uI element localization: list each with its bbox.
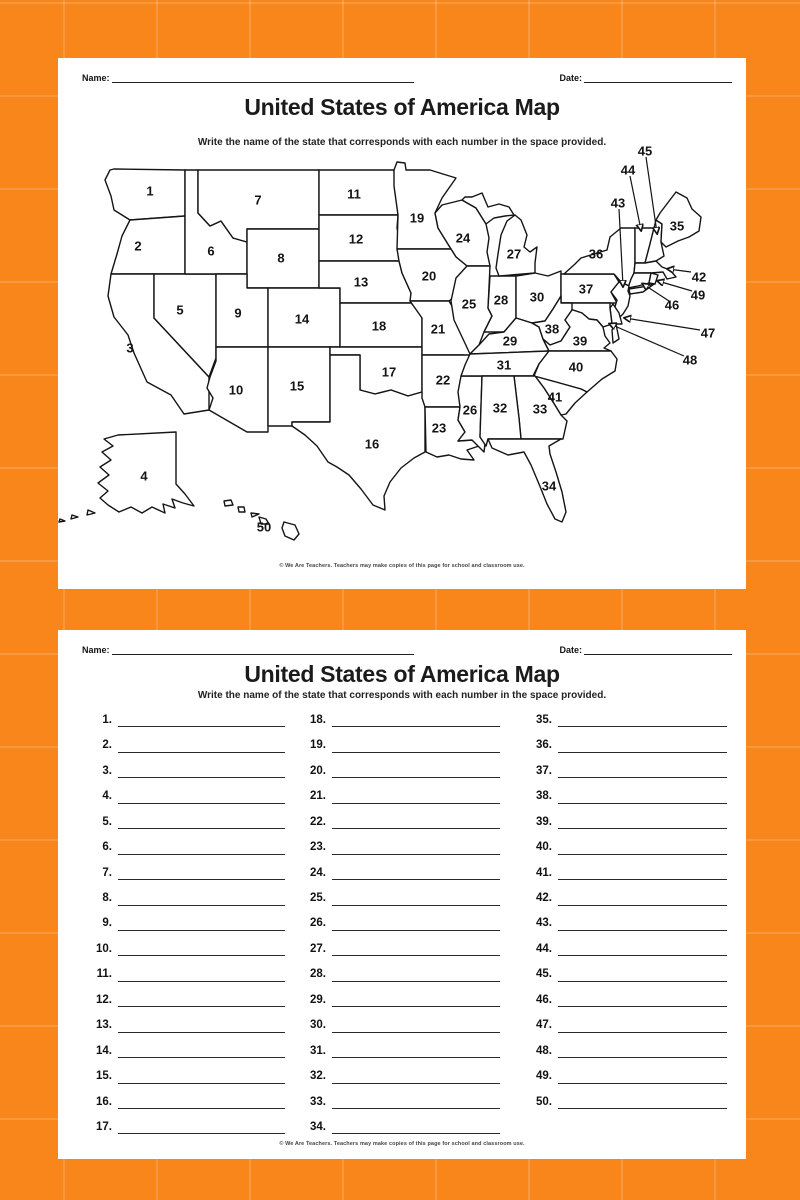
map-number-23: 23 — [431, 420, 447, 436]
answer-row-33 — [306, 1084, 500, 1109]
answer-row-28 — [306, 956, 500, 981]
answer-number-33: 33. — [310, 1095, 326, 1108]
map-number-39: 39 — [572, 333, 588, 349]
hi-island-kauai — [224, 500, 233, 506]
answer-blank-line-1 — [118, 714, 285, 727]
answer-row-25 — [306, 880, 500, 905]
map-number-17: 17 — [381, 364, 397, 380]
answer-blank-line-31 — [332, 1045, 500, 1058]
answer-row-37 — [532, 753, 727, 778]
answer-row-46 — [532, 982, 727, 1007]
ak-aleutian-island — [87, 510, 95, 515]
answer-blank-line-35 — [558, 714, 727, 727]
copyright-footer: © We Are Teachers. Teachers may make copies of this page for school and classroom use. — [279, 1141, 525, 1147]
answer-number-14: 14. — [96, 1044, 112, 1057]
answer-row-39 — [532, 804, 727, 829]
map-number-25: 25 — [461, 296, 477, 312]
answer-row-12 — [92, 982, 285, 1007]
answer-blank-line-33 — [332, 1096, 500, 1109]
answer-row-24 — [306, 855, 500, 880]
answer-number-37: 37. — [536, 764, 552, 777]
answer-blank-line-39 — [558, 816, 727, 829]
answer-number-26: 26. — [310, 917, 326, 930]
date-label: Date: — [559, 73, 582, 83]
answer-row-22 — [306, 804, 500, 829]
map-number-49: 49 — [690, 287, 706, 303]
name-label: Name: — [82, 645, 110, 655]
map-number-9: 9 — [234, 305, 242, 321]
answer-number-7: 7. — [102, 866, 112, 879]
map-number-32: 32 — [492, 400, 508, 416]
map-number-22: 22 — [435, 372, 451, 388]
answer-row-40 — [532, 829, 727, 854]
answer-number-19: 19. — [310, 739, 326, 752]
map-number-47: 47 — [700, 325, 716, 341]
answer-row-26 — [306, 906, 500, 931]
name-date-row — [82, 644, 732, 655]
answer-blank-line-48 — [558, 1045, 727, 1058]
map-number-33: 33 — [532, 401, 548, 417]
answer-row-17 — [92, 1109, 285, 1134]
answer-number-40: 40. — [536, 841, 552, 854]
answer-row-5 — [92, 804, 285, 829]
answer-number-1: 1. — [102, 713, 112, 726]
answer-blank-line-37 — [558, 765, 727, 778]
answer-row-41 — [532, 855, 727, 880]
answer-row-49 — [532, 1058, 727, 1083]
answer-blank-line-2 — [118, 740, 285, 753]
answer-row-9 — [92, 906, 285, 931]
answer-blank-line-22 — [332, 816, 500, 829]
answer-number-47: 47. — [536, 1019, 552, 1032]
answer-number-24: 24. — [310, 866, 326, 879]
answer-number-34: 34. — [310, 1120, 326, 1133]
answer-row-38 — [532, 778, 727, 803]
map-number-41: 41 — [547, 389, 563, 405]
map-number-30: 30 — [529, 289, 545, 305]
answer-number-13: 13. — [96, 1019, 112, 1032]
map-number-37: 37 — [578, 281, 594, 297]
state-shape-ri — [649, 273, 658, 284]
answer-row-47 — [532, 1007, 727, 1032]
answer-number-3: 3. — [102, 764, 112, 777]
answer-blank-line-18 — [332, 714, 500, 727]
map-number-38: 38 — [544, 321, 560, 337]
page-title: United States of America Map — [244, 661, 560, 687]
answer-number-50: 50. — [536, 1095, 552, 1108]
answer-row-10 — [92, 931, 285, 956]
answer-blank-line-14 — [118, 1045, 285, 1058]
answer-blank-line-45 — [558, 969, 727, 982]
answer-blank-line-36 — [558, 740, 727, 753]
map-number-4: 4 — [140, 468, 148, 484]
map-number-20: 20 — [421, 268, 437, 284]
map-number-28: 28 — [493, 292, 509, 308]
answer-number-28: 28. — [310, 968, 326, 981]
map-number-14: 14 — [294, 311, 310, 327]
answer-row-29 — [306, 982, 500, 1007]
answer-number-22: 22. — [310, 815, 326, 828]
map-number-8: 8 — [277, 250, 285, 266]
answer-row-36 — [532, 727, 727, 752]
answer-blank-line-26 — [332, 918, 500, 931]
answer-number-11: 11. — [96, 968, 112, 981]
answer-row-45 — [532, 956, 727, 981]
map-number-21: 21 — [430, 321, 446, 337]
answer-number-41: 41. — [536, 866, 552, 879]
answer-number-16: 16. — [96, 1095, 112, 1108]
answer-number-44: 44. — [536, 942, 552, 955]
hi-island-oahu — [238, 507, 245, 512]
answer-row-34 — [306, 1109, 500, 1134]
answer-blank-line-43 — [558, 918, 727, 931]
answer-number-46: 46. — [536, 993, 552, 1006]
map-number-10: 10 — [228, 382, 244, 398]
answer-row-15 — [92, 1058, 285, 1083]
answer-column-1 — [92, 702, 285, 1134]
answer-number-12: 12. — [96, 993, 112, 1006]
answer-number-15: 15. — [96, 1070, 112, 1083]
date-blank-line — [584, 644, 732, 655]
answer-number-6: 6. — [102, 841, 112, 854]
answer-blank-line-40 — [558, 842, 727, 855]
answer-blank-line-44 — [558, 943, 727, 956]
answer-blank-line-8 — [118, 893, 285, 906]
map-number-34: 34 — [541, 478, 557, 494]
answer-row-43 — [532, 906, 727, 931]
answer-blank-line-25 — [332, 893, 500, 906]
answer-blank-line-34 — [332, 1121, 500, 1134]
answer-number-45: 45. — [536, 968, 552, 981]
answer-column-2 — [306, 702, 500, 1134]
answer-number-32: 32. — [310, 1070, 326, 1083]
answer-row-30 — [306, 1007, 500, 1032]
map-number-15: 15 — [289, 378, 305, 394]
answer-number-39: 39. — [536, 815, 552, 828]
map-number-48: 48 — [682, 352, 698, 368]
map-number-26: 26 — [462, 402, 478, 418]
answer-row-14 — [92, 1033, 285, 1058]
answer-number-5: 5. — [102, 815, 112, 828]
callout-arrow-44 — [630, 176, 641, 230]
answer-row-35 — [532, 702, 727, 727]
answer-blank-line-42 — [558, 893, 727, 906]
answer-number-9: 9. — [102, 917, 112, 930]
answer-number-18: 18. — [310, 713, 326, 726]
answer-row-3 — [92, 753, 285, 778]
answer-blank-line-41 — [558, 867, 727, 880]
map-number-5: 5 — [176, 302, 184, 318]
map-number-7: 7 — [254, 192, 262, 208]
answer-blank-line-6 — [118, 842, 285, 855]
answer-number-8: 8. — [102, 892, 112, 904]
map-number-19: 19 — [409, 210, 425, 226]
answer-row-23 — [306, 829, 500, 854]
answer-blank-line-9 — [118, 918, 285, 931]
answer-row-31 — [306, 1033, 500, 1058]
answer-row-18 — [306, 702, 500, 727]
us-map — [58, 58, 746, 589]
answer-blank-line-46 — [558, 994, 727, 1007]
map-number-46: 46 — [664, 297, 680, 313]
answer-number-25: 25. — [310, 892, 326, 904]
answer-number-2: 2. — [102, 739, 112, 752]
answer-blank-line-50 — [558, 1096, 727, 1109]
answer-number-43: 43. — [536, 917, 552, 930]
answer-blank-line-5 — [118, 816, 285, 829]
map-number-45: 45 — [637, 143, 653, 159]
answer-row-32 — [306, 1058, 500, 1083]
answer-row-1 — [92, 702, 285, 727]
answer-number-30: 30. — [310, 1019, 326, 1032]
answer-number-21: 21. — [310, 790, 326, 803]
answer-row-48 — [532, 1033, 727, 1058]
map-number-29: 29 — [502, 333, 518, 349]
answer-blank-line-23 — [332, 842, 500, 855]
page-title: United States of America Map — [244, 94, 560, 120]
answer-blank-line-10 — [118, 943, 285, 956]
answer-number-36: 36. — [536, 739, 552, 752]
answer-number-17: 17. — [96, 1120, 112, 1133]
worksheet-page-answers — [58, 630, 746, 1159]
answer-blank-line-29 — [332, 994, 500, 1007]
states-group — [59, 162, 701, 540]
answer-blank-line-19 — [332, 740, 500, 753]
map-number-24: 24 — [455, 230, 471, 246]
answer-number-10: 10. — [96, 942, 112, 955]
answer-blank-line-12 — [118, 994, 285, 1007]
callout-arrow-45 — [646, 157, 657, 233]
answer-blank-line-24 — [332, 867, 500, 880]
callout-arrow-49 — [658, 281, 692, 291]
answer-row-44 — [532, 931, 727, 956]
answer-row-11 — [92, 956, 285, 981]
answer-blank-line-47 — [558, 1020, 727, 1033]
map-number-42: 42 — [691, 269, 707, 285]
answer-number-29: 29. — [310, 993, 326, 1006]
answer-blank-line-27 — [332, 943, 500, 956]
state-shape-mi-lower — [496, 215, 537, 276]
map-number-1: 1 — [146, 183, 154, 199]
answer-blank-line-11 — [118, 969, 285, 982]
answer-number-4: 4. — [102, 790, 112, 803]
answer-row-20 — [306, 753, 500, 778]
answer-blank-line-4 — [118, 791, 285, 804]
answer-number-38: 38. — [536, 790, 552, 803]
answer-blank-line-30 — [332, 1020, 500, 1033]
answer-row-6 — [92, 829, 285, 854]
answer-row-13 — [92, 1007, 285, 1032]
name-blank-line — [112, 644, 414, 655]
map-number-6: 6 — [207, 243, 215, 259]
map-number-2: 2 — [134, 238, 142, 254]
answer-number-31: 31. — [310, 1044, 326, 1057]
answer-row-21 — [306, 778, 500, 803]
answer-blank-line-17 — [118, 1121, 285, 1134]
name-label: Name: — [82, 73, 110, 83]
answer-blank-line-20 — [332, 765, 500, 778]
answer-row-27 — [306, 931, 500, 956]
answer-row-42 — [532, 880, 727, 905]
worksheet-page-map — [58, 58, 746, 589]
answer-blank-line-7 — [118, 867, 285, 880]
map-number-3: 3 — [126, 340, 134, 356]
map-number-50: 50 — [256, 519, 272, 535]
callout-arrow-47 — [625, 318, 700, 330]
answer-number-20: 20. — [310, 764, 326, 777]
answer-blank-line-49 — [558, 1071, 727, 1084]
answer-blank-line-32 — [332, 1071, 500, 1084]
map-number-12: 12 — [348, 231, 364, 247]
answer-number-48: 48. — [536, 1044, 552, 1057]
answer-number-35: 35. — [536, 713, 552, 726]
answer-row-4 — [92, 778, 285, 803]
map-number-27: 27 — [506, 246, 522, 262]
map-number-16: 16 — [364, 436, 380, 452]
ak-aleutian-island — [71, 515, 78, 519]
map-number-13: 13 — [353, 274, 369, 290]
answer-number-49: 49. — [536, 1070, 552, 1083]
state-shape-or — [111, 216, 185, 274]
map-number-11: 11 — [347, 186, 361, 202]
answer-column-3 — [532, 702, 727, 1109]
answer-row-50 — [532, 1084, 727, 1109]
map-number-31: 31 — [496, 357, 512, 373]
answer-blank-line-16 — [118, 1096, 285, 1109]
map-number-36: 36 — [588, 246, 604, 262]
answer-row-19 — [306, 727, 500, 752]
map-number-43: 43 — [610, 195, 626, 211]
answer-number-23: 23. — [310, 841, 326, 854]
answer-blank-line-13 — [118, 1020, 285, 1033]
answer-blank-line-28 — [332, 969, 500, 982]
answer-row-7 — [92, 855, 285, 880]
page-subtitle: Write the name of the state that corresponds with each number in the space provided. — [197, 137, 607, 148]
state-shape-wa — [105, 169, 185, 220]
answer-row-8 — [92, 880, 285, 905]
date-label: Date: — [559, 645, 582, 655]
copyright-footer: © We Are Teachers. Teachers may make copies of this page for school and classroom use. — [279, 563, 525, 569]
answer-number-27: 27. — [310, 942, 326, 955]
page-subtitle: Write the name of the state that corresponds with each number in the space provided. — [197, 690, 607, 701]
callout-arrow-48 — [610, 324, 684, 356]
answer-blank-line-38 — [558, 791, 727, 804]
map-number-40: 40 — [568, 359, 584, 375]
answer-blank-line-3 — [118, 765, 285, 778]
ak-aleutian-island — [59, 519, 65, 522]
answer-row-16 — [92, 1084, 285, 1109]
answer-blank-line-15 — [118, 1071, 285, 1084]
map-number-44: 44 — [620, 162, 636, 178]
hi-island-hawaii — [282, 522, 299, 540]
answer-blank-line-21 — [332, 791, 500, 804]
map-number-18: 18 — [371, 318, 387, 334]
hi-island-molokai — [251, 513, 259, 517]
map-number-35: 35 — [669, 218, 685, 234]
answer-row-2 — [92, 727, 285, 752]
answer-number-42: 42. — [536, 892, 552, 904]
